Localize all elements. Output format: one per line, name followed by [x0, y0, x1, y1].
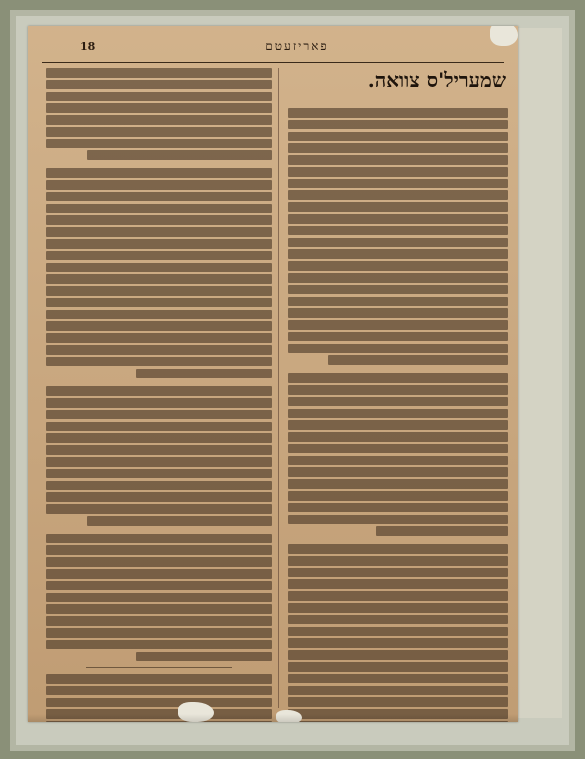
article-title: שמעריל'ס צוואה.	[367, 68, 506, 92]
column-divider	[278, 68, 279, 708]
paper-tear	[490, 26, 518, 46]
page-number: 18	[80, 40, 96, 53]
text-block	[46, 68, 272, 722]
newspaper-page	[28, 26, 518, 722]
section-rule	[86, 667, 232, 668]
page-header	[42, 36, 504, 63]
text-block	[288, 108, 508, 722]
sleeve-edge	[516, 28, 562, 718]
page-shadow	[28, 714, 518, 722]
running-head: פאריזעטם	[265, 39, 329, 53]
column-left	[46, 68, 272, 722]
column-right	[288, 108, 508, 722]
